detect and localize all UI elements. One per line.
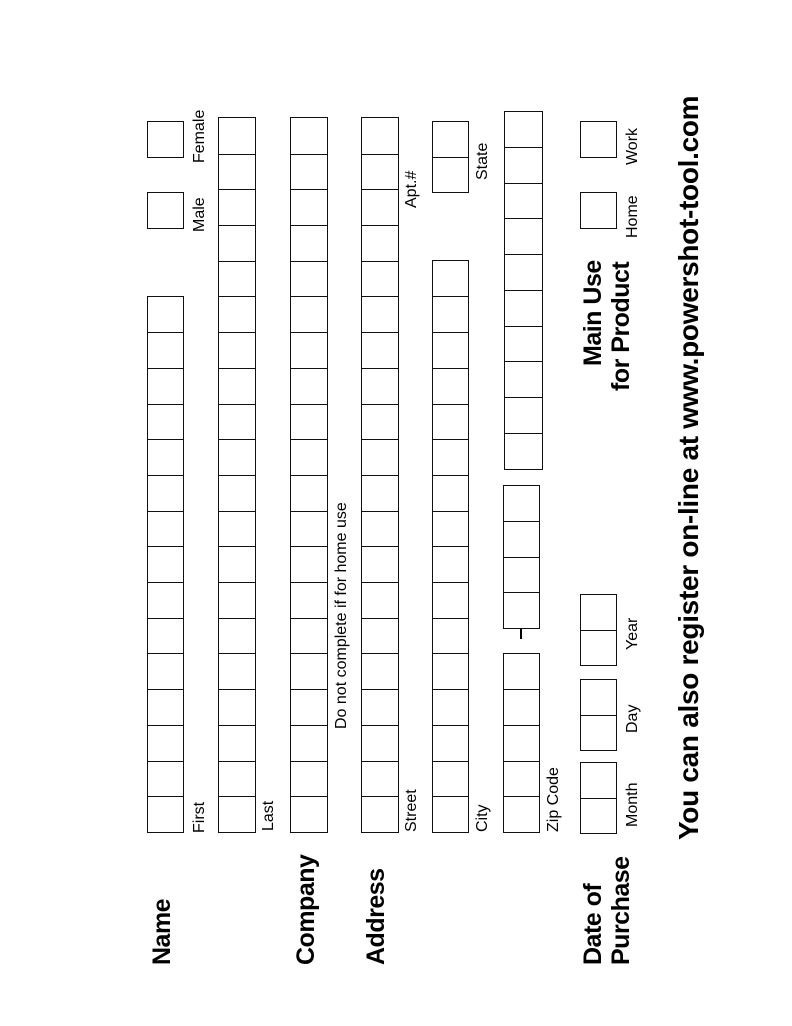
name-heading: Name [148, 898, 176, 965]
company-box[interactable] [290, 153, 328, 190]
main-use-heading-line2: for Product [607, 261, 635, 391]
company-box[interactable] [290, 403, 328, 440]
first-name-box[interactable] [147, 332, 184, 369]
city-box[interactable] [432, 260, 469, 297]
apt-box[interactable] [432, 156, 469, 193]
zip-ext-box[interactable] [503, 485, 540, 522]
street-box[interactable] [361, 546, 399, 583]
last-name-box[interactable] [218, 796, 256, 833]
first-name-box[interactable] [147, 296, 184, 333]
last-name-box[interactable] [218, 260, 256, 297]
company-box[interactable] [290, 510, 328, 547]
first-name-box[interactable] [147, 582, 184, 619]
company-box[interactable] [290, 689, 328, 726]
street-box[interactable] [361, 367, 399, 404]
street-box[interactable] [361, 117, 399, 154]
city-box[interactable] [432, 653, 469, 690]
company-box[interactable] [290, 796, 328, 833]
zip-ext-box[interactable] [503, 556, 540, 593]
street-box[interactable] [361, 724, 399, 761]
street-box[interactable] [361, 225, 399, 262]
first-name-box[interactable] [147, 474, 184, 511]
company-box[interactable] [290, 582, 328, 619]
company-box[interactable] [290, 653, 328, 690]
year-box[interactable] [580, 594, 617, 631]
city-box[interactable] [432, 510, 469, 547]
company-heading: Company [292, 854, 320, 965]
state-box[interactable] [504, 397, 543, 434]
zip-ext-box[interactable] [503, 520, 540, 557]
last-name-box[interactable] [218, 474, 256, 511]
first-name-box[interactable] [147, 689, 184, 726]
street-box[interactable] [361, 689, 399, 726]
last-name-box[interactable] [218, 617, 256, 654]
street-box[interactable] [361, 332, 399, 369]
apt-caption: Apt.# [403, 170, 420, 208]
street-box[interactable] [361, 510, 399, 547]
state-caption: State [474, 142, 491, 180]
first-name-box[interactable] [147, 510, 184, 547]
last-name-caption: Last [260, 800, 277, 831]
last-name-box[interactable] [218, 332, 256, 369]
state-column-box[interactable] [504, 147, 543, 184]
state-column-box[interactable] [504, 218, 543, 255]
city-box[interactable] [432, 332, 469, 369]
city-box[interactable] [432, 617, 469, 654]
online-registration-note: You can also register on-line at www.powershot-tool.com [673, 95, 704, 840]
home-checkbox[interactable] [580, 192, 617, 229]
last-name-box[interactable] [218, 582, 256, 619]
city-box[interactable] [432, 403, 469, 440]
zip-box[interactable] [503, 760, 540, 797]
state-column-box[interactable] [504, 361, 543, 398]
city-box[interactable] [432, 439, 469, 476]
company-box[interactable] [290, 546, 328, 583]
state-column-box[interactable] [504, 325, 543, 362]
company-note: Do not complete if for home use [333, 502, 350, 729]
state-box[interactable] [504, 433, 543, 470]
zip-box[interactable] [503, 653, 540, 690]
year-box[interactable] [580, 629, 617, 666]
last-name-box[interactable] [218, 403, 256, 440]
company-box[interactable] [290, 225, 328, 262]
company-box[interactable] [290, 760, 328, 797]
city-box[interactable] [432, 689, 469, 726]
first-name-box[interactable] [147, 796, 184, 833]
first-name-box[interactable] [147, 617, 184, 654]
first-name-box[interactable] [147, 724, 184, 761]
first-name-box[interactable] [147, 439, 184, 476]
city-box[interactable] [432, 796, 469, 833]
last-name-box[interactable] [218, 225, 256, 262]
company-box[interactable] [290, 260, 328, 297]
street-box[interactable] [361, 153, 399, 190]
last-name-box[interactable] [218, 117, 256, 154]
state-column-box[interactable] [504, 254, 543, 291]
month-box[interactable] [580, 797, 617, 834]
street-box[interactable] [361, 296, 399, 333]
street-box[interactable] [361, 796, 399, 833]
female-checkbox[interactable] [147, 121, 184, 158]
city-box[interactable] [432, 760, 469, 797]
city-box[interactable] [432, 546, 469, 583]
street-box[interactable] [361, 260, 399, 297]
company-box[interactable] [290, 474, 328, 511]
street-box[interactable] [361, 760, 399, 797]
street-box[interactable] [361, 582, 399, 619]
male-checkbox[interactable] [147, 192, 184, 229]
zip-box[interactable] [503, 796, 540, 833]
home-caption: Home [624, 195, 641, 238]
last-name-box[interactable] [218, 153, 256, 190]
work-caption: Work [624, 127, 641, 165]
street-box[interactable] [361, 617, 399, 654]
city-caption: City [474, 804, 491, 832]
date-of-purchase-heading-line1: Date of [579, 883, 607, 965]
day-box[interactable] [580, 714, 617, 751]
date-of-purchase-heading-line2: Purchase [607, 856, 635, 965]
street-box[interactable] [361, 403, 399, 440]
company-box[interactable] [290, 724, 328, 761]
city-box[interactable] [432, 367, 469, 404]
female-caption: Female [191, 109, 208, 163]
apt-box[interactable] [432, 121, 469, 158]
company-box[interactable] [290, 617, 328, 654]
main-use-heading-line1: Main Use [579, 260, 607, 366]
street-box[interactable] [361, 189, 399, 226]
company-box[interactable] [290, 367, 328, 404]
company-box[interactable] [290, 332, 328, 369]
street-caption: Street [403, 789, 420, 832]
zip-ext-box[interactable] [503, 592, 540, 629]
first-name-box[interactable] [147, 653, 184, 690]
state-column-box[interactable] [504, 289, 543, 326]
zip-box[interactable] [503, 689, 540, 726]
last-name-box[interactable] [218, 689, 256, 726]
street-box[interactable] [361, 653, 399, 690]
first-name-box[interactable] [147, 546, 184, 583]
address-heading: Address [362, 868, 390, 965]
state-column-box[interactable] [504, 182, 543, 219]
male-caption: Male [191, 197, 208, 232]
company-box[interactable] [290, 189, 328, 226]
last-name-box[interactable] [218, 367, 256, 404]
company-box[interactable] [290, 439, 328, 476]
last-name-box[interactable] [218, 439, 256, 476]
street-box[interactable] [361, 474, 399, 511]
first-name-box[interactable] [147, 760, 184, 797]
last-name-box[interactable] [218, 296, 256, 333]
last-name-box[interactable] [218, 546, 256, 583]
zip-code-caption: Zip Code [545, 767, 562, 832]
city-box[interactable] [432, 474, 469, 511]
month-caption: Month [624, 782, 641, 827]
year-caption: Year [624, 617, 641, 650]
city-box[interactable] [432, 724, 469, 761]
first-name-caption: First [191, 801, 208, 833]
city-box[interactable] [432, 582, 469, 619]
state-column-box[interactable] [504, 111, 543, 148]
company-box[interactable] [290, 117, 328, 154]
city-box[interactable] [432, 296, 469, 333]
zip-box[interactable] [503, 724, 540, 761]
first-name-box[interactable] [147, 367, 184, 404]
last-name-box[interactable] [218, 510, 256, 547]
day-caption: Day [624, 704, 641, 733]
work-checkbox[interactable] [580, 121, 617, 158]
first-name-box[interactable] [147, 403, 184, 440]
last-name-box[interactable] [218, 760, 256, 797]
last-name-box[interactable] [218, 724, 256, 761]
company-box[interactable] [290, 296, 328, 333]
last-name-box[interactable] [218, 189, 256, 226]
day-box[interactable] [580, 679, 617, 716]
street-box[interactable] [361, 439, 399, 476]
last-name-box[interactable] [218, 653, 256, 690]
month-box[interactable] [580, 762, 617, 799]
